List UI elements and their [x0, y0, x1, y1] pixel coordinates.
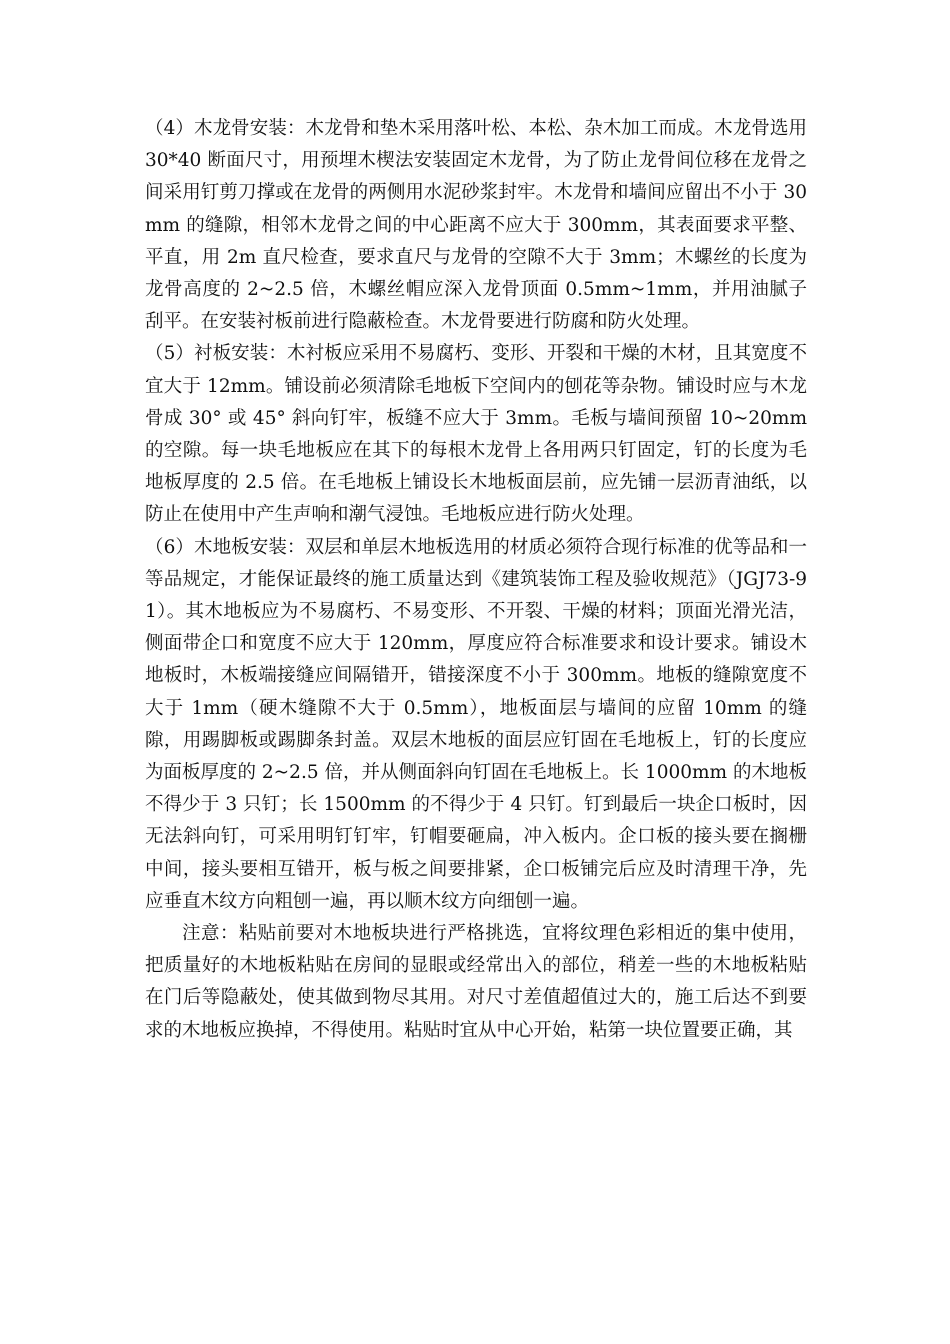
document-page: [145, 113, 807, 1047]
paragraph-wood-floor-installation: （6）木地板安装：双层和单层木地板选用的材质必须符合现行标准的优等品和一等品规定，才能保证最终的施工质量达到《建筑装饰工程及验收规范》（JGJ73-91）。其木地板应为不易腐朽、不易变形、不开裂、干燥的材料；顶面光滑光洁，侧面带企口和宽度不应大于 120mm，厚度应符合标准要求和设计要求。铺设木地板时，木板端接缝应间隔错开，错接深度不小于 300mm。地板的缝隙宽度不大于 1mm（硬木缝隙不大于 0.5mm），地板面层与墙间的应留 10mm 的缝隙，用踢脚板或踢脚条封盖。双层木地板的面层应钉固在毛地板上，钉的长度应为面板厚度的 2~2.5 倍，并从侧面斜向钉固在毛地板上。长 1000mm 的木地板不得少于 3 只钉；长 1500mm 的不得少于 4 只钉。钉到最后一块企口板时，因无法斜向钉，可采用明钉钉牢，钉帽要砸扁，冲入板内。企口板的接头要在搁栅中间，接头要相互错开，板与板之间要排紧，企口板铺完后应及时清理干净，先应垂直木纹方向粗刨一遍，再以顺木纹方向细刨一遍。: [145, 536, 807, 912]
paragraph-keel-installation: （4）木龙骨安装：木龙骨和垫木采用落叶松、本松、杂木加工而成。木龙骨选用 30*40 断面尺寸，用预埋木楔法安装固定木龙骨，为了防止龙骨间位移在龙骨之间采用钉剪刀撑或在龙骨的两侧用水泥砂浆封牢。木龙骨和墙间应留出不小于 30mm 的缝隙，相邻木龙骨之间的中心距离不应大于 300mm，其表面要求平整、平直，用 2m 直尺检查，要求直尺与龙骨的空隙不大于 3mm；木螺丝的长度为龙骨高度的 2~2.5 倍，木螺丝帽应深入龙骨顶面 0.5mm~1mm，并用油腻子刮平。在安装衬板前进行隐蔽检查。木龙骨要进行防腐和防火处理。: [145, 118, 807, 333]
paragraph-subfloor-installation: （5）衬板安装：木衬板应采用不易腐朽、变形、开裂和干燥的木材，且其宽度不宜大于 12mm。铺设前必须清除毛地板下空间内的刨花等杂物。铺设时应与木龙骨成 30° 或 45° 斜向钉牢，板缝不应大于 3mm。毛板与墙间预留 10~20mm 的空隙。每一块毛地板应在其下的每根木龙骨上各用两只钉固定，钉的长度为毛地板厚度的 2.5 倍。在毛地板上铺设长木地板面层前，应先铺一层沥青油纸，以防止在使用中产生声响和潮气浸蚀。毛地板应进行防火处理。: [145, 343, 807, 526]
paragraph-note: 注意：粘贴前要对木地板块进行严格挑选，宜将纹理色彩相近的集中使用，把质量好的木地板粘贴在房间的显眼或经常出入的部位，稍差一些的木地板粘贴在门后等隐蔽处，使其做到物尽其用。对尺寸差值超值过大的，施工后达不到要求的木地板应换掉，不得使用。粘贴时宜从中心开始，粘第一块位置要正确，其: [145, 923, 807, 1041]
